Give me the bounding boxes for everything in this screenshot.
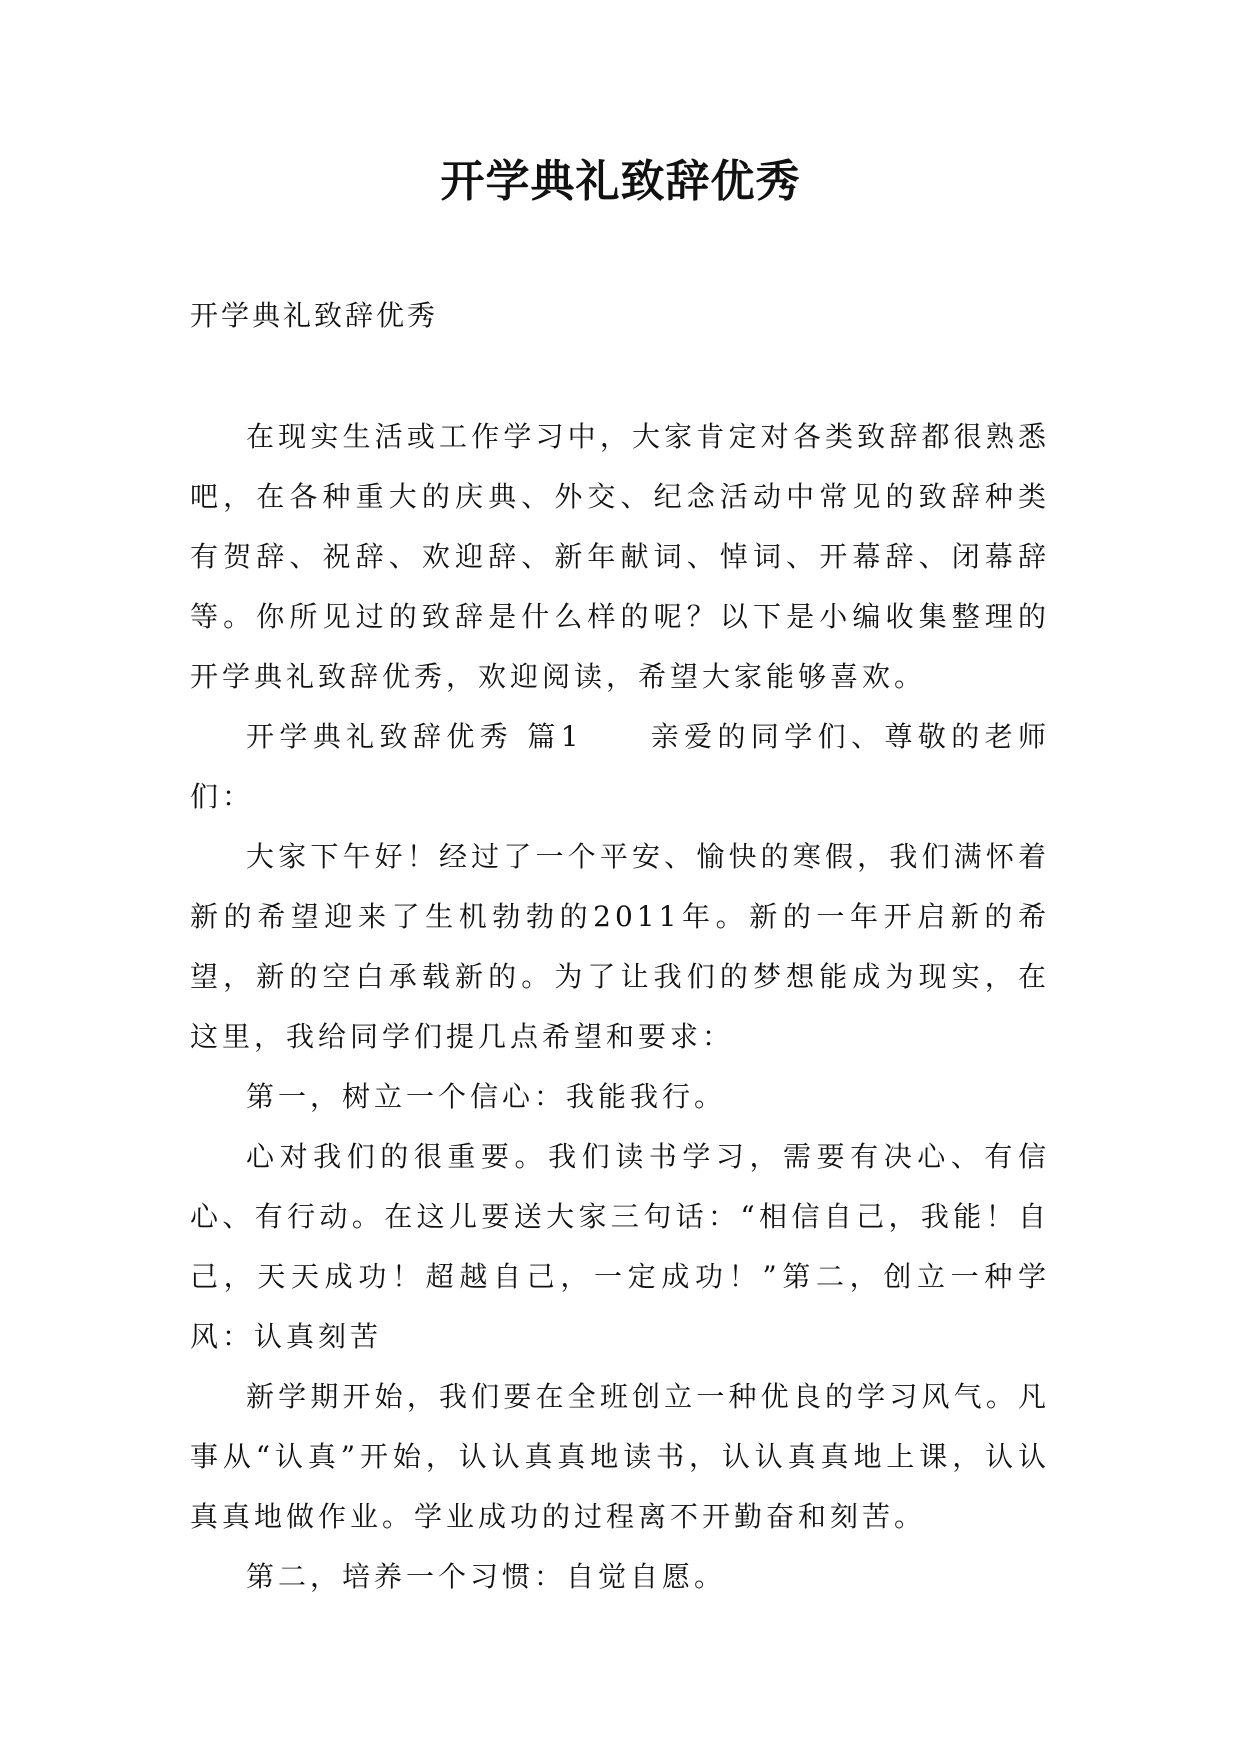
paragraph-opening: 大家下午好！经过了一个平安、愉快的寒假，我们满怀着新的希望迎来了生机勃勃的2011年。新的一年开启新的希望，新的空白承载新的。为了让我们的梦想能成为现实，在这里，我给同学们提几点希望和要求： [190, 840, 1050, 1053]
paragraph-point-one: 第一，树立一个信心：我能我行。 [246, 1080, 727, 1113]
document-subtitle: 开学典礼致辞优秀 [190, 299, 439, 332]
paragraph-confidence: 心对我们的很重要。我们读书学习，需要有决心、有信心、有行动。在这儿要送大家三句话：“相信自己，我能！自己，天天成功！超越自己，一定成功！”第二，创立一种学风：认真刻苦 [190, 1140, 1050, 1353]
document-body [190, 407, 1050, 1607]
paragraph-study-style: 新学期开始，我们要在全班创立一种优良的学习风气。凡事从“认真”开始，认认真真地读书，认认真真地上课，认认真真地做作业。学业成功的过程离不开勤奋和刻苦。 [190, 1380, 1050, 1533]
paragraph-point-habit: 第二，培养一个习惯：自觉自愿。 [246, 1560, 727, 1593]
paragraph-greeting: 开学典礼致辞优秀 篇1 亲爱的同学们、尊敬的老师们： [190, 720, 1050, 813]
paragraph-intro: 在现实生活或工作学习中，大家肯定对各类致辞都很熟悉吧，在各种重大的庆典、外交、纪念活动中常见的致辞种类有贺辞、祝辞、欢迎辞、新年献词、悼词、开幕辞、闭幕辞等。你所见过的致辞是什么样的呢？以下是小编收集整理的开学典礼致辞优秀，欢迎阅读，希望大家能够喜欢。 [190, 420, 1050, 693]
document-title: 开学典礼致辞优秀 [440, 156, 801, 207]
